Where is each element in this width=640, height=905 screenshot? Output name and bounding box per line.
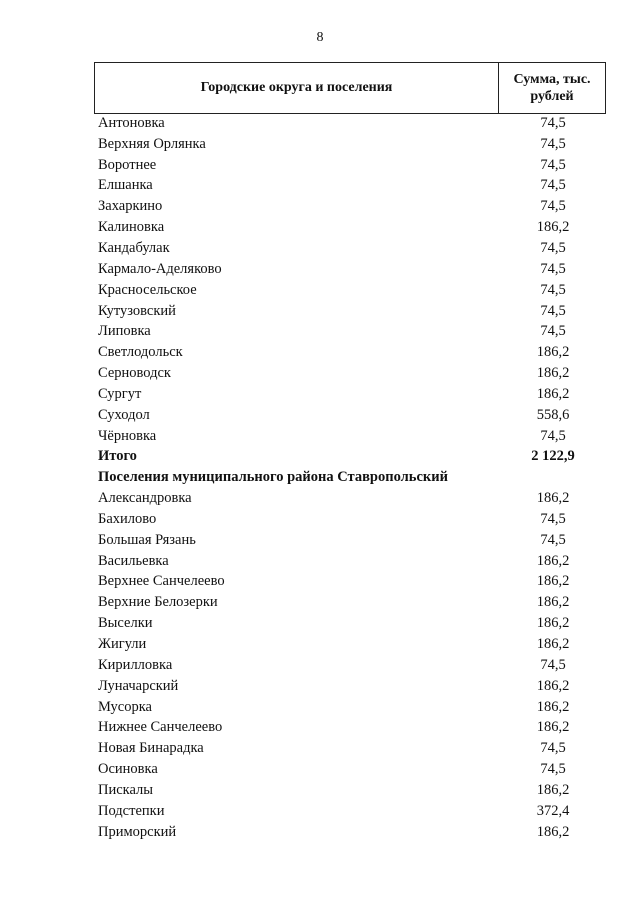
table-row bbox=[94, 759, 606, 780]
table-row bbox=[94, 822, 606, 843]
row-value: 186,2 bbox=[536, 677, 570, 694]
table-row bbox=[94, 738, 606, 759]
section-heading-row bbox=[94, 467, 606, 488]
row-name: Захаркино bbox=[98, 198, 163, 215]
row-name: Кандабулак bbox=[98, 239, 170, 256]
table-row bbox=[94, 697, 606, 718]
table-row bbox=[94, 572, 606, 593]
row-value: 74,5 bbox=[540, 761, 566, 778]
row-value: 74,5 bbox=[540, 302, 566, 319]
row-name: Красносельское bbox=[98, 281, 197, 298]
row-value: 74,5 bbox=[540, 281, 566, 298]
table-row bbox=[94, 801, 606, 822]
table-header bbox=[94, 62, 606, 114]
row-name: Жигули bbox=[98, 636, 147, 653]
row-value: 74,5 bbox=[540, 427, 566, 444]
table-row bbox=[94, 717, 606, 738]
row-value: 74,5 bbox=[540, 323, 566, 340]
table-row bbox=[94, 655, 606, 676]
row-name: Липовка bbox=[98, 323, 151, 340]
column-header-name: Городские округа и поселения bbox=[95, 63, 499, 113]
table-row bbox=[94, 488, 606, 509]
row-name: Луначарский bbox=[98, 677, 179, 694]
total-row bbox=[94, 447, 606, 468]
row-name: Кутузовский bbox=[98, 302, 176, 319]
table-row bbox=[94, 363, 606, 384]
row-value: 74,5 bbox=[540, 114, 566, 131]
row-name: Осиновка bbox=[98, 761, 158, 778]
row-name: Калиновка bbox=[98, 219, 165, 236]
row-name: Суходол bbox=[98, 406, 150, 423]
table-row bbox=[94, 384, 606, 405]
row-name: Приморский bbox=[98, 823, 177, 840]
row-name: Выселки bbox=[98, 615, 153, 632]
row-value: 74,5 bbox=[540, 177, 566, 194]
table-row bbox=[94, 426, 606, 447]
row-value: 186,2 bbox=[536, 615, 570, 632]
row-value: 186,2 bbox=[536, 219, 570, 236]
row-name: Воротнее bbox=[98, 156, 157, 173]
table-row bbox=[94, 634, 606, 655]
row-name: Антоновка bbox=[98, 114, 165, 131]
row-name: Бахилово bbox=[98, 510, 157, 527]
table-row bbox=[94, 780, 606, 801]
table-row bbox=[94, 280, 606, 301]
row-value: 74,5 bbox=[540, 656, 566, 673]
row-value: 2 122,9 bbox=[531, 448, 575, 465]
row-name: Итого bbox=[98, 448, 137, 465]
row-name: Кармало-Аделяково bbox=[98, 260, 222, 277]
row-name: Васильевка bbox=[98, 552, 169, 569]
row-value: 186,2 bbox=[536, 490, 570, 507]
table-row bbox=[94, 405, 606, 426]
row-name: Светлодольск bbox=[98, 344, 183, 361]
row-name: Верхнее Санчелеево bbox=[98, 573, 225, 590]
table-row bbox=[94, 613, 606, 634]
table-body bbox=[94, 113, 606, 843]
row-value: 186,2 bbox=[536, 781, 570, 798]
row-value: 74,5 bbox=[540, 198, 566, 215]
row-value: 186,2 bbox=[536, 594, 570, 611]
row-value: 186,2 bbox=[536, 636, 570, 653]
table-row bbox=[94, 238, 606, 259]
row-name: Елшанка bbox=[98, 177, 153, 194]
row-name: Сургут bbox=[98, 385, 142, 402]
row-name: Верхние Белозерки bbox=[98, 594, 218, 611]
row-value: 74,5 bbox=[540, 740, 566, 757]
row-name: Александровка bbox=[98, 490, 192, 507]
row-name: Большая Рязань bbox=[98, 531, 196, 548]
page-number: 8 bbox=[316, 30, 324, 45]
table-row bbox=[94, 551, 606, 572]
row-name: Подстепки bbox=[98, 802, 165, 819]
row-value: 186,2 bbox=[536, 719, 570, 736]
table-row bbox=[94, 134, 606, 155]
row-name: Нижнее Санчелеево bbox=[98, 719, 223, 736]
row-value: 74,5 bbox=[540, 510, 566, 527]
table-row bbox=[94, 509, 606, 530]
row-name: Верхняя Орлянка bbox=[98, 135, 206, 152]
table-row bbox=[94, 259, 606, 280]
table-row bbox=[94, 592, 606, 613]
table-row bbox=[94, 321, 606, 342]
table-row bbox=[94, 196, 606, 217]
row-name: Новая Бинарадка bbox=[98, 740, 204, 757]
row-value: 74,5 bbox=[540, 531, 566, 548]
row-value: 186,2 bbox=[536, 552, 570, 569]
row-value: 186,2 bbox=[536, 698, 570, 715]
row-name: Мусорка bbox=[98, 698, 152, 715]
row-value: 186,2 bbox=[536, 385, 570, 402]
table-row bbox=[94, 301, 606, 322]
row-value: 74,5 bbox=[540, 156, 566, 173]
row-value: 74,5 bbox=[540, 260, 566, 277]
row-value: 186,2 bbox=[536, 573, 570, 590]
table-row bbox=[94, 342, 606, 363]
table-row bbox=[94, 155, 606, 176]
row-value: 186,2 bbox=[536, 344, 570, 361]
row-name: Кирилловка bbox=[98, 656, 173, 673]
table-row bbox=[94, 530, 606, 551]
row-value: 74,5 bbox=[540, 239, 566, 256]
row-value: 186,2 bbox=[536, 823, 570, 840]
row-value: 74,5 bbox=[540, 135, 566, 152]
table-row bbox=[94, 676, 606, 697]
row-value: 186,2 bbox=[536, 365, 570, 382]
row-value: 372,4 bbox=[536, 802, 570, 819]
table-row bbox=[94, 217, 606, 238]
row-value: 558,6 bbox=[536, 406, 570, 423]
table-row bbox=[94, 113, 606, 134]
column-header-sum: Сумма, тыс. рублей bbox=[513, 72, 591, 104]
table-row bbox=[94, 176, 606, 197]
row-name: Пискалы bbox=[98, 781, 154, 798]
row-name: Чёрновка bbox=[98, 427, 157, 444]
row-name: Серноводск bbox=[98, 365, 171, 382]
row-name: Поселения муниципального района Ставропольский bbox=[98, 469, 448, 486]
